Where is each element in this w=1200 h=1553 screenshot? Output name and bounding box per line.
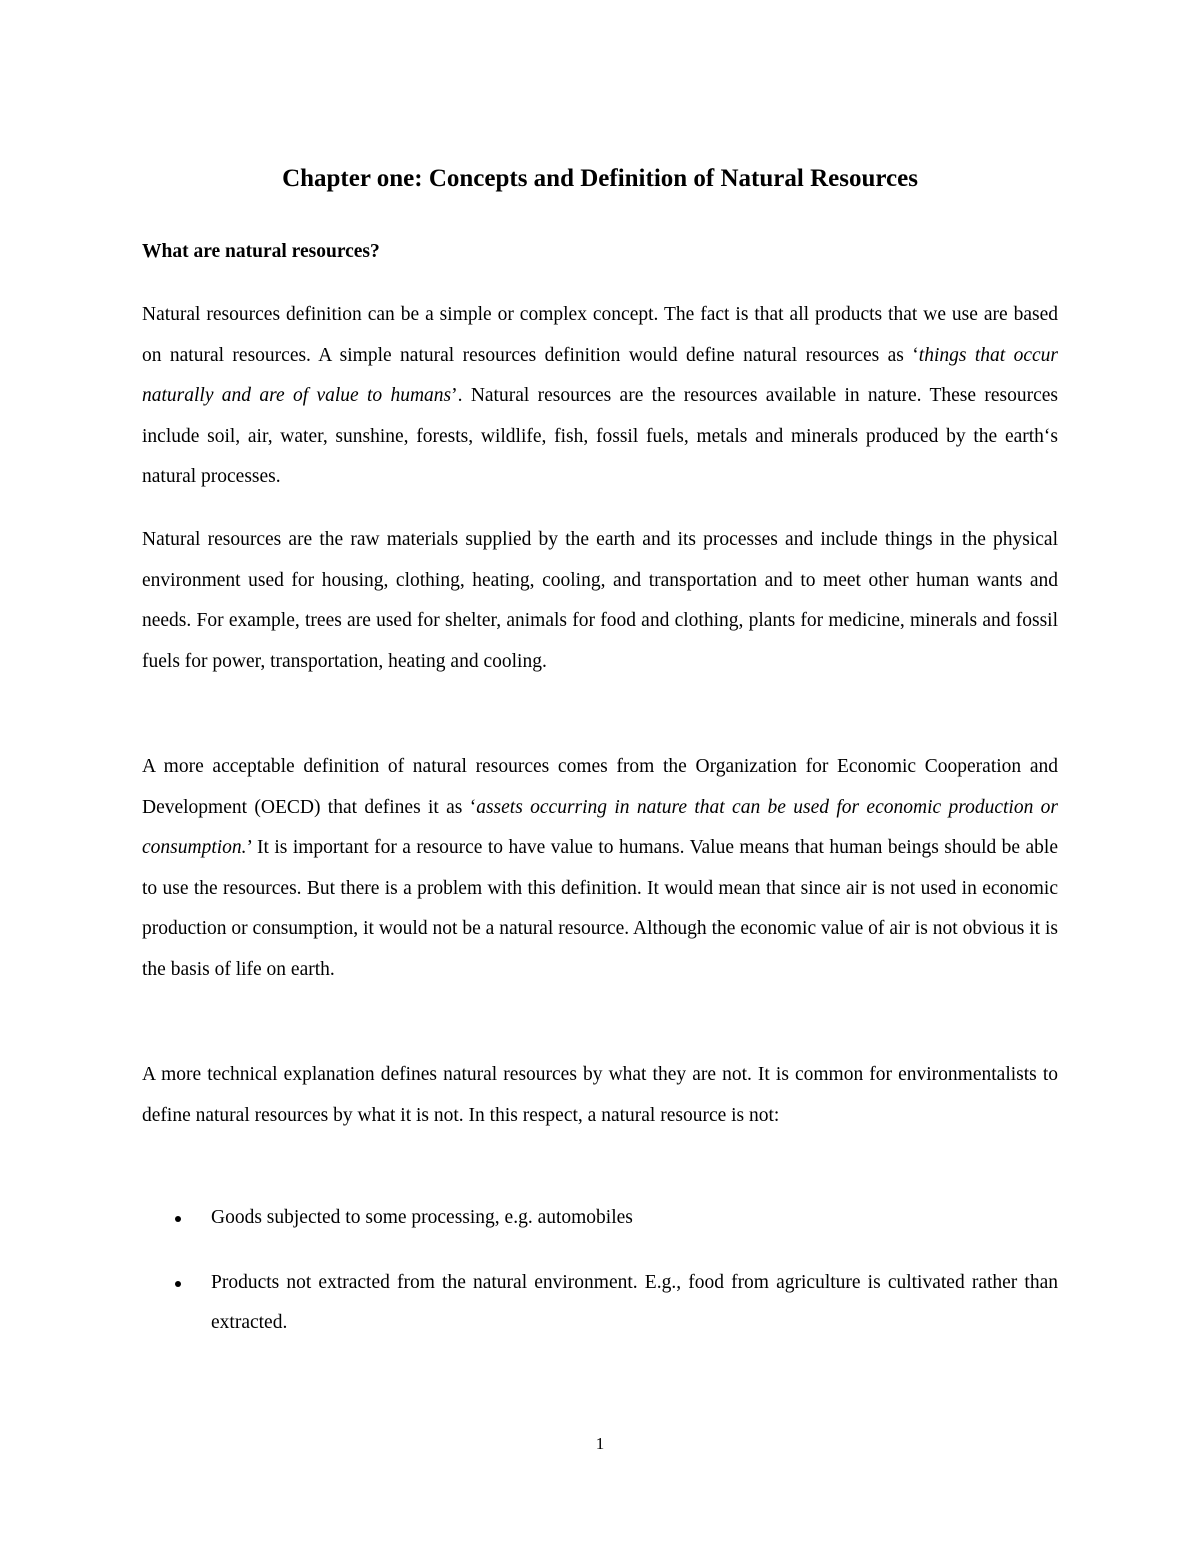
paragraph-text: ’. Natural resources are the resources available in nature. These resources include soil, air, water, sunshine, forests, wildlife, fish, fossil fuels, metals and minerals produced by the earth‘s natural processes.	[142, 385, 1058, 487]
paragraph-raw-materials: Natural resources are the raw materials supplied by the earth and its processes and include things in the physical environment used for housing, clothing, heating, cooling, and transportation and to meet other human wants and needs. For example, trees are used for shelter, animals for food and clothing, plants for medicine, minerals and fossil fuels for power, transportation, heating and cooling.	[142, 529, 1058, 672]
paragraph-text: ’ It is important for a resource to have value to humans. Value means that human beings should be able to use the resources. But there is a problem with this definition. It would mean that since air is not used in economic production or consumption, it would not be a natural resource. Although the economic value of air is not obvious it is the basis of life on earth.	[142, 837, 1058, 980]
paragraph-italic-quote: assets occurring in nature that can be used for economic production or consumption.	[142, 796, 1058, 858]
bullet-icon	[175, 1216, 181, 1222]
section-heading: What are natural resources?	[142, 241, 380, 262]
bullet-icon	[175, 1281, 181, 1287]
paragraph-technical-explanation: A more technical explanation defines natural resources by what they are not. It is common for environmentalists to define natural resources by what it is not. In this respect, a natural resource is not:	[142, 1064, 1058, 1126]
paragraph-oecd-definition	[142, 747, 1058, 990]
list-item	[142, 1198, 1058, 1239]
chapter-title: Chapter one: Concepts and Definition of Natural Resources	[282, 165, 918, 192]
list-item-text: Products not extracted from the natural environment. E.g., food from agriculture is cultivated rather than extracted.	[211, 1271, 1058, 1333]
bullet-list	[142, 1198, 1058, 1344]
list-item-text: Goods subjected to some processing, e.g. automobiles	[211, 1207, 633, 1228]
paragraph-italic-quote: things that occur naturally and are of value to humans	[142, 344, 1058, 406]
list-item	[142, 1263, 1058, 1344]
paragraph-text: A more acceptable definition of natural resources comes from the Organization for Economic Cooperation and Development (OECD) that defines it as ‘	[142, 756, 1058, 818]
paragraph-text: Natural resources definition can be a simple or complex concept. The fact is that all products that we use are based on natural resources. A simple natural resources definition would define natural resources as ‘	[142, 304, 1058, 366]
page-number: 1	[595, 1434, 605, 1453]
paragraph-definition	[142, 295, 1058, 498]
